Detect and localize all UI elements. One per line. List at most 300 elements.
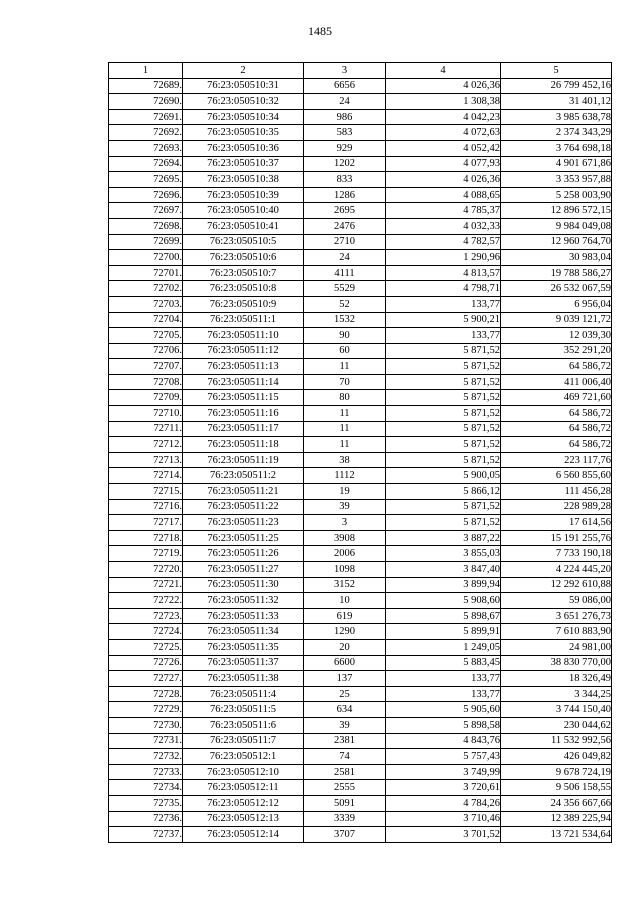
area-cell: 2476 [304,218,386,234]
table-row [109,733,612,749]
value-cell: 352 291,20 [501,343,612,359]
row-number-cell: 72701. [109,265,183,281]
area-cell: 80 [304,390,386,406]
area-cell: 3707 [304,827,386,843]
area-cell: 583 [304,125,386,141]
table-row [109,406,612,422]
cadastral-number-cell: 76:23:050511:35 [183,639,304,655]
rate-cell: 4 042,23 [386,109,501,125]
table-row [109,795,612,811]
area-cell: 2381 [304,733,386,749]
value-cell: 6 956,04 [501,296,612,312]
area-cell: 2710 [304,234,386,250]
value-cell: 411 006,40 [501,374,612,390]
cadastral-number-cell: 76:23:050511:21 [183,484,304,500]
value-cell: 12 389 225,94 [501,811,612,827]
rate-cell: 3 701,52 [386,827,501,843]
area-cell: 90 [304,328,386,344]
rate-cell: 133,77 [386,328,501,344]
row-number-cell: 72734. [109,780,183,796]
table-row [109,187,612,203]
value-cell: 12 292 610,88 [501,577,612,593]
cadastral-number-cell: 76:23:050511:13 [183,359,304,375]
value-cell: 7 733 190,18 [501,546,612,562]
row-number-cell: 72725. [109,639,183,655]
rate-cell: 5 871,52 [386,374,501,390]
rate-cell: 1 308,38 [386,94,501,110]
rate-cell: 5 871,52 [386,515,501,531]
table-row [109,312,612,328]
rate-cell: 5 871,52 [386,359,501,375]
row-number-cell: 72704. [109,312,183,328]
column-header: 5 [501,63,612,79]
row-number-cell: 72713. [109,452,183,468]
table-row [109,328,612,344]
value-cell: 12 960 764,70 [501,234,612,250]
table-row [109,140,612,156]
area-cell: 1112 [304,468,386,484]
cadastral-number-cell: 76:23:050511:18 [183,437,304,453]
row-number-cell: 72705. [109,328,183,344]
table-row [109,686,612,702]
table-row [109,562,612,578]
rate-cell: 5 905,60 [386,702,501,718]
cadastral-number-cell: 76:23:050511:5 [183,702,304,718]
value-cell: 228 989,28 [501,499,612,515]
rate-cell: 4 052,42 [386,140,501,156]
row-number-cell: 72711. [109,421,183,437]
value-cell: 4 901 671,86 [501,156,612,172]
value-cell: 64 586,72 [501,406,612,422]
row-number-cell: 72721. [109,577,183,593]
rate-cell: 133,77 [386,296,501,312]
area-cell: 39 [304,499,386,515]
table-row [109,421,612,437]
cadastral-number-cell: 76:23:050511:38 [183,671,304,687]
cadastral-number-cell: 76:23:050511:10 [183,328,304,344]
value-cell: 5 258 003,90 [501,187,612,203]
row-number-cell: 72689. [109,78,183,94]
area-cell: 24 [304,250,386,266]
area-cell: 1202 [304,156,386,172]
row-number-cell: 72726. [109,655,183,671]
value-cell: 59 086,00 [501,593,612,609]
area-cell: 38 [304,452,386,468]
rate-cell: 3 847,40 [386,562,501,578]
cadastral-number-cell: 76:23:050511:17 [183,421,304,437]
area-cell: 52 [304,296,386,312]
rate-cell: 4 026,36 [386,78,501,94]
cadastral-number-cell: 76:23:050511:27 [183,562,304,578]
cadastral-number-cell: 76:23:050510:38 [183,172,304,188]
rate-cell: 4 813,57 [386,265,501,281]
area-cell: 2695 [304,203,386,219]
value-cell: 11 532 992,56 [501,733,612,749]
row-number-cell: 72709. [109,390,183,406]
table-row [109,125,612,141]
column-header: 3 [304,63,386,79]
table-row [109,593,612,609]
row-number-cell: 72714. [109,468,183,484]
rate-cell: 5 866,12 [386,484,501,500]
rate-cell: 3 749,99 [386,764,501,780]
table-row [109,655,612,671]
cadastral-number-cell: 76:23:050511:26 [183,546,304,562]
row-number-cell: 72692. [109,125,183,141]
row-number-cell: 72716. [109,499,183,515]
value-cell: 64 586,72 [501,437,612,453]
area-cell: 3152 [304,577,386,593]
cadastral-number-cell: 76:23:050510:36 [183,140,304,156]
area-cell: 634 [304,702,386,718]
table-row [109,577,612,593]
value-cell: 3 353 957,88 [501,172,612,188]
cadastral-number-cell: 76:23:050510:5 [183,234,304,250]
row-number-cell: 72723. [109,608,183,624]
table-row [109,764,612,780]
cadastral-number-cell: 76:23:050510:7 [183,265,304,281]
area-cell: 4111 [304,265,386,281]
rate-cell: 5 871,52 [386,390,501,406]
cadastral-number-cell: 76:23:050512:14 [183,827,304,843]
row-number-cell: 72694. [109,156,183,172]
row-number-cell: 72724. [109,624,183,640]
value-cell: 38 830 770,00 [501,655,612,671]
cadastral-number-cell: 76:23:050511:33 [183,608,304,624]
cadastral-number-cell: 76:23:050510:9 [183,296,304,312]
rate-cell: 133,77 [386,686,501,702]
data-table [108,62,612,843]
cadastral-number-cell: 76:23:050511:25 [183,530,304,546]
rate-cell: 5 871,52 [386,437,501,453]
area-cell: 986 [304,109,386,125]
row-number-cell: 72729. [109,702,183,718]
row-number-cell: 72702. [109,281,183,297]
table-row [109,749,612,765]
row-number-cell: 72690. [109,94,183,110]
value-cell: 3 985 638,78 [501,109,612,125]
rate-cell: 5 898,58 [386,717,501,733]
value-cell: 26 532 067,59 [501,281,612,297]
column-header: 4 [386,63,501,79]
cadastral-number-cell: 76:23:050510:34 [183,109,304,125]
cadastral-number-cell: 76:23:050511:14 [183,374,304,390]
row-number-cell: 72691. [109,109,183,125]
row-number-cell: 72732. [109,749,183,765]
table-row [109,515,612,531]
table-row [109,624,612,640]
cadastral-number-cell: 76:23:050510:32 [183,94,304,110]
value-cell: 426 049,82 [501,749,612,765]
row-number-cell: 72735. [109,795,183,811]
cadastral-number-cell: 76:23:050510:35 [183,125,304,141]
cadastral-number-cell: 76:23:050511:30 [183,577,304,593]
value-cell: 64 586,72 [501,421,612,437]
value-cell: 3 764 698,18 [501,140,612,156]
value-cell: 3 344,25 [501,686,612,702]
rate-cell: 5 871,52 [386,406,501,422]
row-number-cell: 72696. [109,187,183,203]
value-cell: 111 456,28 [501,484,612,500]
area-cell: 60 [304,343,386,359]
row-number-cell: 72706. [109,343,183,359]
table-row [109,109,612,125]
table-row [109,234,612,250]
rate-cell: 1 249,05 [386,639,501,655]
rate-cell: 5 871,52 [386,499,501,515]
rate-cell: 4 088,65 [386,187,501,203]
area-cell: 39 [304,717,386,733]
rate-cell: 5 900,05 [386,468,501,484]
row-number-cell: 72728. [109,686,183,702]
row-number-cell: 72708. [109,374,183,390]
cadastral-number-cell: 76:23:050512:10 [183,764,304,780]
value-cell: 12 039,30 [501,328,612,344]
table-row [109,343,612,359]
area-cell: 24 [304,94,386,110]
value-cell: 4 224 445,20 [501,562,612,578]
table-row [109,296,612,312]
table-row [109,546,612,562]
row-number-cell: 72693. [109,140,183,156]
row-number-cell: 72720. [109,562,183,578]
value-cell: 9 506 158,55 [501,780,612,796]
rate-cell: 5 899,91 [386,624,501,640]
table-row [109,827,612,843]
row-number-cell: 72737. [109,827,183,843]
value-cell: 17 614,56 [501,515,612,531]
cadastral-number-cell: 76:23:050511:19 [183,452,304,468]
value-cell: 3 744 150,40 [501,702,612,718]
area-cell: 1532 [304,312,386,328]
area-cell: 619 [304,608,386,624]
area-cell: 25 [304,686,386,702]
cadastral-number-cell: 76:23:050510:31 [183,78,304,94]
rate-cell: 4 785,37 [386,203,501,219]
rate-cell: 5 757,43 [386,749,501,765]
rate-cell: 5 898,67 [386,608,501,624]
rate-cell: 4 026,36 [386,172,501,188]
table-row [109,250,612,266]
value-cell: 64 586,72 [501,359,612,375]
row-number-cell: 72718. [109,530,183,546]
area-cell: 5529 [304,281,386,297]
row-number-cell: 72717. [109,515,183,531]
value-cell: 7 610 883,90 [501,624,612,640]
table-row [109,499,612,515]
table-row [109,639,612,655]
table-row [109,156,612,172]
cadastral-number-cell: 76:23:050510:37 [183,156,304,172]
table-row [109,608,612,624]
area-cell: 2555 [304,780,386,796]
rate-cell: 4 798,71 [386,281,501,297]
rate-cell: 4 072,63 [386,125,501,141]
row-number-cell: 72710. [109,406,183,422]
table-row [109,265,612,281]
row-number-cell: 72712. [109,437,183,453]
table-body [109,63,612,843]
value-cell: 223 117,76 [501,452,612,468]
rate-cell: 5 883,45 [386,655,501,671]
header-row [109,63,612,79]
table-row [109,78,612,94]
cadastral-number-cell: 76:23:050511:34 [183,624,304,640]
cadastral-number-cell: 76:23:050511:23 [183,515,304,531]
value-cell: 9 039 121,72 [501,312,612,328]
table-row [109,811,612,827]
cadastral-number-cell: 76:23:050510:6 [183,250,304,266]
table-row [109,671,612,687]
row-number-cell: 72703. [109,296,183,312]
cadastral-number-cell: 76:23:050511:37 [183,655,304,671]
row-number-cell: 72695. [109,172,183,188]
area-cell: 2006 [304,546,386,562]
rate-cell: 5 900,21 [386,312,501,328]
cadastral-number-cell: 76:23:050511:22 [183,499,304,515]
table-row [109,780,612,796]
value-cell: 18 326,49 [501,671,612,687]
table-row [109,437,612,453]
area-cell: 11 [304,406,386,422]
cadastral-number-cell: 76:23:050510:41 [183,218,304,234]
area-cell: 3908 [304,530,386,546]
table-row [109,390,612,406]
value-cell: 469 721,60 [501,390,612,406]
area-cell: 833 [304,172,386,188]
rate-cell: 3 855,03 [386,546,501,562]
rate-cell: 4 032,33 [386,218,501,234]
cadastral-number-cell: 76:23:050512:13 [183,811,304,827]
rate-cell: 5 871,52 [386,452,501,468]
area-cell: 1286 [304,187,386,203]
table-row [109,484,612,500]
rate-cell: 3 899,94 [386,577,501,593]
area-cell: 2581 [304,764,386,780]
rate-cell: 3 887,22 [386,530,501,546]
area-cell: 3339 [304,811,386,827]
table-row [109,94,612,110]
value-cell: 2 374 343,29 [501,125,612,141]
cadastral-number-cell: 76:23:050511:2 [183,468,304,484]
row-number-cell: 72699. [109,234,183,250]
page-number: 1485 [308,24,332,38]
value-cell: 26 799 452,16 [501,78,612,94]
rate-cell: 5 908,60 [386,593,501,609]
value-cell: 19 788 586,27 [501,265,612,281]
row-number-cell: 72707. [109,359,183,375]
row-number-cell: 72730. [109,717,183,733]
area-cell: 5091 [304,795,386,811]
cadastral-number-cell: 76:23:050512:12 [183,795,304,811]
rate-cell: 4 843,76 [386,733,501,749]
rate-cell: 3 710,46 [386,811,501,827]
rate-cell: 5 871,52 [386,343,501,359]
cadastral-number-cell: 76:23:050511:1 [183,312,304,328]
cadastral-number-cell: 76:23:050510:8 [183,281,304,297]
row-number-cell: 72698. [109,218,183,234]
area-cell: 929 [304,140,386,156]
table-row [109,717,612,733]
area-cell: 11 [304,437,386,453]
row-number-cell: 72733. [109,764,183,780]
value-cell: 9 678 724,19 [501,764,612,780]
table-row [109,218,612,234]
value-cell: 230 044,62 [501,717,612,733]
area-cell: 74 [304,749,386,765]
rate-cell: 1 290,96 [386,250,501,266]
cadastral-number-cell: 76:23:050512:11 [183,780,304,796]
rate-cell: 4 077,93 [386,156,501,172]
area-cell: 70 [304,374,386,390]
table-row [109,172,612,188]
value-cell: 3 651 276,73 [501,608,612,624]
area-cell: 3 [304,515,386,531]
rate-cell: 4 784,26 [386,795,501,811]
row-number-cell: 72700. [109,250,183,266]
row-number-cell: 72731. [109,733,183,749]
area-cell: 19 [304,484,386,500]
row-number-cell: 72719. [109,546,183,562]
cadastral-number-cell: 76:23:050511:16 [183,406,304,422]
table-row [109,374,612,390]
table-row [109,203,612,219]
table-row [109,452,612,468]
table-row [109,359,612,375]
table-row [109,530,612,546]
row-number-cell: 72715. [109,484,183,500]
cadastral-number-cell: 76:23:050512:1 [183,749,304,765]
area-cell: 6656 [304,78,386,94]
value-cell: 24 356 667,66 [501,795,612,811]
row-number-cell: 72722. [109,593,183,609]
table-row [109,702,612,718]
area-cell: 20 [304,639,386,655]
value-cell: 31 401,12 [501,94,612,110]
value-cell: 6 560 855,60 [501,468,612,484]
area-cell: 11 [304,359,386,375]
row-number-cell: 72736. [109,811,183,827]
area-cell: 1098 [304,562,386,578]
area-cell: 1290 [304,624,386,640]
rate-cell: 3 720,61 [386,780,501,796]
rate-cell: 133,77 [386,671,501,687]
rate-cell: 4 782,57 [386,234,501,250]
area-cell: 137 [304,671,386,687]
cadastral-number-cell: 76:23:050511:32 [183,593,304,609]
value-cell: 15 191 255,76 [501,530,612,546]
value-cell: 13 721 534,64 [501,827,612,843]
area-cell: 10 [304,593,386,609]
cadastral-number-cell: 76:23:050511:12 [183,343,304,359]
row-number-cell: 72727. [109,671,183,687]
rate-cell: 5 871,52 [386,421,501,437]
column-header: 1 [109,63,183,79]
cadastral-number-cell: 76:23:050511:6 [183,717,304,733]
value-cell: 24 981,00 [501,639,612,655]
cadastral-number-cell: 76:23:050511:4 [183,686,304,702]
value-cell: 30 983,04 [501,250,612,266]
table-row [109,281,612,297]
area-cell: 11 [304,421,386,437]
table-row [109,468,612,484]
cadastral-number-cell: 76:23:050511:7 [183,733,304,749]
value-cell: 9 984 049,08 [501,218,612,234]
row-number-cell: 72697. [109,203,183,219]
value-cell: 12 896 572,15 [501,203,612,219]
cadastral-number-cell: 76:23:050510:39 [183,187,304,203]
column-header: 2 [183,63,304,79]
